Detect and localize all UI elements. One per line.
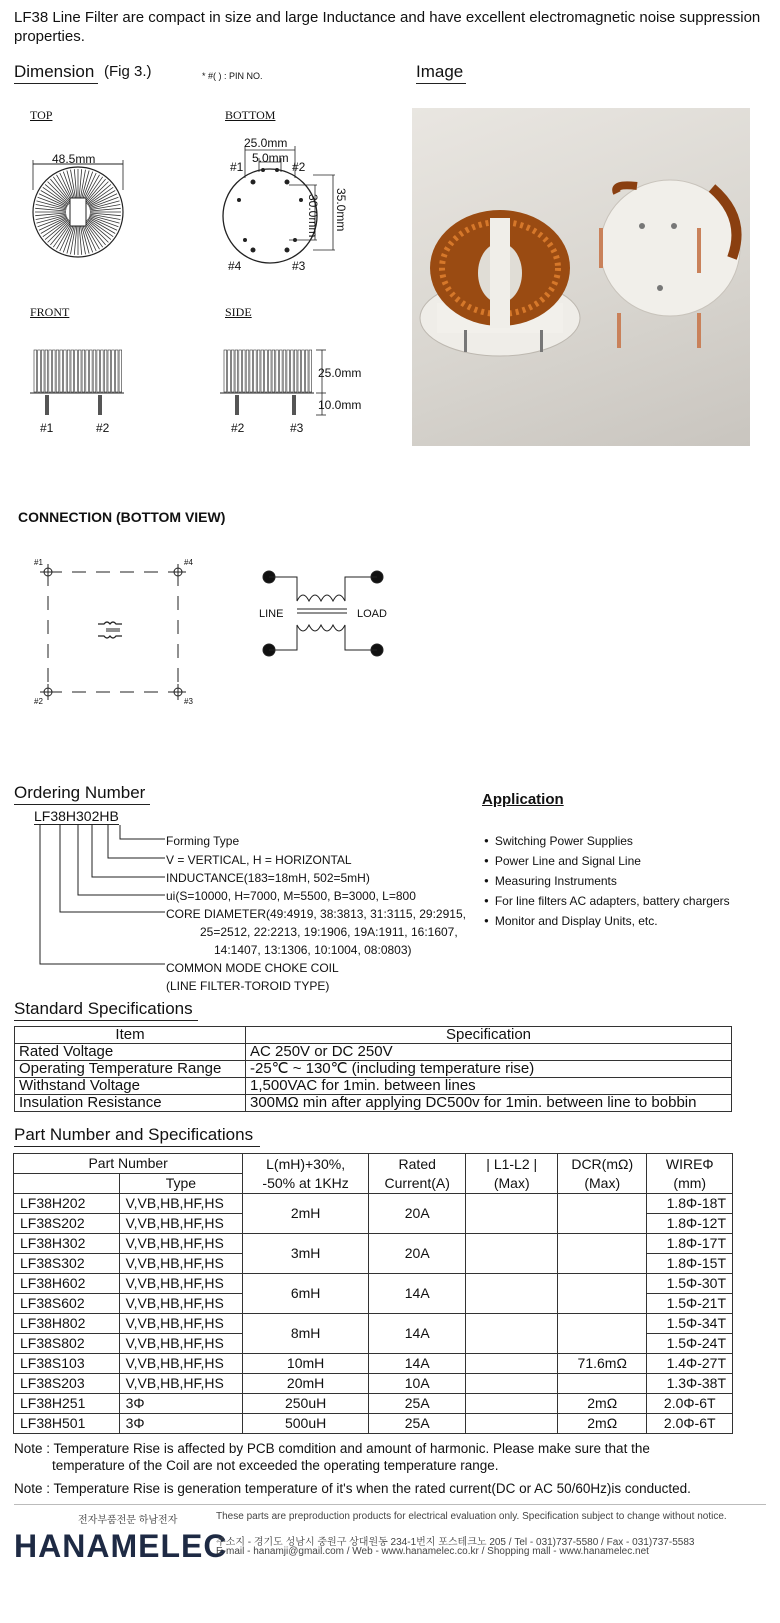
- part-number: LF38S302: [14, 1254, 120, 1274]
- note-2: Note : Temperature Rise is generation temperature of it's when the rated current(DC or AC 50/60Hz)is conducted.: [14, 1481, 691, 1496]
- ordering-leader-lines: [30, 825, 170, 970]
- part-number: LF38S202: [14, 1214, 120, 1234]
- head-wire: [647, 1154, 733, 1194]
- standard-spec-table: [14, 1026, 732, 1112]
- footer-address: 주소지 - 경기도 성남시 중원구 상대원동 234-1번지 포스테크노 205 / Tel - 031)737-5580 / Fax - 031)737-5583: [216, 1537, 695, 1548]
- top-label: TOP: [30, 108, 53, 122]
- front-pin-2: #2: [96, 421, 110, 435]
- dcr: [557, 1314, 646, 1354]
- ordering-legend: [166, 832, 466, 995]
- head-type: Type: [119, 1174, 243, 1194]
- head-dcr: [557, 1154, 646, 1194]
- side-view-drawing: [218, 345, 328, 420]
- fig-label: (Fig 3.): [104, 63, 152, 80]
- table-row: [14, 1414, 733, 1434]
- l1-l2: [466, 1314, 558, 1354]
- rated-current: 20A: [368, 1194, 466, 1234]
- inductance: 20mH: [243, 1374, 369, 1394]
- head-rated: [368, 1154, 466, 1194]
- footer-divider: [14, 1504, 766, 1505]
- part-type: V,VB,HB,HF,HS: [119, 1194, 243, 1214]
- part-type: V,VB,HB,HF,HS: [119, 1374, 243, 1394]
- wire: 2.0Φ-6T: [647, 1394, 733, 1414]
- table-row: [15, 1044, 732, 1061]
- rated-current: 25A: [368, 1414, 466, 1434]
- front-pin-1: #1: [40, 421, 54, 435]
- table-row: [14, 1194, 733, 1214]
- ordering-code: LF38H302HB: [34, 808, 119, 824]
- part-number: LF38S203: [14, 1374, 120, 1394]
- table-row: [14, 1374, 733, 1394]
- inductance: 250uH: [243, 1394, 369, 1414]
- conn-pin-3: #3: [184, 697, 193, 706]
- head-l1-l2: [466, 1154, 558, 1194]
- part-number: LF38S802: [14, 1334, 120, 1354]
- part-type: V,VB,HB,HF,HS: [119, 1354, 243, 1374]
- inductance: 6mH: [243, 1274, 369, 1314]
- wire: 1.4Φ-27T: [647, 1354, 733, 1374]
- part-number: LF38H602: [14, 1274, 120, 1294]
- line-label: LINE: [259, 608, 284, 620]
- spec-value: AC 250V or DC 250V: [246, 1044, 732, 1061]
- dim-5-0: 5.0mm: [252, 151, 289, 165]
- spec-item: Rated Voltage: [15, 1044, 246, 1061]
- head-inductance: [243, 1154, 369, 1194]
- rated-current: 14A: [368, 1274, 466, 1314]
- inductance: 8mH: [243, 1314, 369, 1354]
- brand-korean: 전자부품전문 하남전자: [78, 1515, 178, 1526]
- side-pin-2: #2: [231, 421, 245, 435]
- head-dcr-line1: DCR(mΩ): [571, 1155, 634, 1172]
- part-type: 3Φ: [119, 1394, 243, 1414]
- brand-logo: HANAMELEC: [14, 1528, 228, 1564]
- wire: 1.5Φ-21T: [647, 1294, 733, 1314]
- rated-current: 20A: [368, 1234, 466, 1274]
- part-type: V,VB,HB,HF,HS: [119, 1234, 243, 1254]
- rated-current: 25A: [368, 1394, 466, 1414]
- ordering-title: Ordering Number: [14, 783, 150, 805]
- dim-10-0: 10.0mm: [318, 398, 362, 412]
- table-row: [14, 1394, 733, 1414]
- wire: 1.5Φ-34T: [647, 1314, 733, 1334]
- inductance: 3mH: [243, 1234, 369, 1274]
- wire: 1.8Φ-15T: [647, 1254, 733, 1274]
- dimension-title: Dimension: [14, 62, 98, 84]
- head-wire-line1: WIREΦ: [665, 1155, 714, 1172]
- part-number: LF38H251: [14, 1394, 120, 1414]
- wire: 1.8Φ-18T: [647, 1194, 733, 1214]
- notes: [14, 1440, 774, 1497]
- spec-item: Withstand Voltage: [15, 1078, 246, 1095]
- top-view-drawing: [20, 130, 140, 270]
- dim-25-0: 25.0mm: [244, 136, 288, 150]
- pin-label-1: #1: [230, 160, 244, 174]
- side-pin-3: #3: [290, 421, 304, 435]
- application-item: ● Monitor and Display Units, etc.: [484, 911, 730, 931]
- dim-25-0-height: 25.0mm: [318, 366, 362, 380]
- rated-current: 14A: [368, 1314, 466, 1354]
- inductance: 500uH: [243, 1414, 369, 1434]
- head-part-number: Part Number: [14, 1154, 243, 1174]
- ordering-line: 14:1407, 13:1306, 10:1004, 08:0803): [214, 943, 412, 957]
- image-title: Image: [416, 62, 466, 84]
- table-row: [15, 1078, 732, 1095]
- toroid-photo-illustration: [412, 108, 750, 446]
- wire: 1.5Φ-24T: [647, 1334, 733, 1354]
- ordering-line: INDUCTANCE(183=18mH, 502=5mH): [166, 871, 370, 885]
- ordering-line: (LINE FILTER-TOROID TYPE): [166, 979, 330, 993]
- part-type: V,VB,HB,HF,HS: [119, 1274, 243, 1294]
- spec-value: 1,500VAC for 1min. between lines: [246, 1078, 732, 1095]
- head-pn-blank: [14, 1174, 120, 1194]
- part-number: LF38H302: [14, 1234, 120, 1254]
- head-rated-line1: Rated: [398, 1155, 436, 1172]
- head-wire-line2: (mm): [673, 1174, 707, 1191]
- spec-value: 300MΩ min after applying DC500v for 1min. between line to bobbin: [246, 1095, 732, 1112]
- table-row: [15, 1061, 732, 1078]
- wire: 1.5Φ-30T: [647, 1274, 733, 1294]
- table-header-row: [15, 1027, 732, 1044]
- product-photo: [412, 108, 750, 446]
- front-label: FRONT: [30, 305, 70, 319]
- head-inductance-line2: -50% at 1KHz: [262, 1174, 349, 1191]
- ordering-line: CORE DIAMETER(49:4919, 38:3813, 31:3115, 29:2915,: [166, 907, 466, 921]
- table-row: [15, 1095, 732, 1112]
- conn-pin-2: #2: [34, 697, 43, 706]
- spec-value: -25℃ ~ 130℃ (including temperature rise): [246, 1061, 732, 1078]
- head-spec: Specification: [246, 1027, 732, 1044]
- part-type: V,VB,HB,HF,HS: [119, 1214, 243, 1234]
- table-row: [14, 1354, 733, 1374]
- dcr: [557, 1274, 646, 1314]
- ordering-line: ui(S=10000, H=7000, M=5500, B=3000, L=800: [166, 889, 416, 903]
- l1-l2: [466, 1354, 558, 1374]
- part-number: LF38H802: [14, 1314, 120, 1334]
- part-number: LF38S103: [14, 1354, 120, 1374]
- wire: 1.8Φ-17T: [647, 1234, 733, 1254]
- l1-l2: [466, 1234, 558, 1274]
- intro-text: LF38 Line Filter are compact in size and large Inductance and have excellent electromagnetic noise suppression properties.: [14, 9, 761, 45]
- pin-label-4: #4: [228, 259, 242, 273]
- table-row: [14, 1274, 733, 1294]
- head-dcr-line2: (Max): [584, 1174, 621, 1191]
- dcr: 2mΩ: [557, 1414, 646, 1434]
- pin-label-2: #2: [292, 160, 306, 174]
- part-type: V,VB,HB,HF,HS: [119, 1254, 243, 1274]
- dcr: [557, 1234, 646, 1274]
- l1-l2: [466, 1374, 558, 1394]
- dcr: [557, 1374, 646, 1394]
- spec-item: Operating Temperature Range: [15, 1061, 246, 1078]
- l1-l2: [466, 1194, 558, 1234]
- parts-table: [13, 1153, 733, 1434]
- dim-35-0: 35.0mm: [334, 188, 348, 232]
- application-title: Application: [482, 791, 564, 808]
- footer-web: E-mail - hanamji@gmail.com / Web - www.hanamelec.co.kr / Shopping mall - www.hanamelec.net: [216, 1546, 649, 1557]
- application-item: ● Switching Power Supplies: [484, 831, 730, 851]
- dcr: 2mΩ: [557, 1394, 646, 1414]
- bottom-label: BOTTOM: [225, 108, 276, 122]
- ordering-line: V = VERTICAL, H = HORIZONTAL: [166, 853, 352, 867]
- inductance: 2mH: [243, 1194, 369, 1234]
- conn-pin-4: #4: [184, 558, 193, 567]
- part-type: 3Φ: [119, 1414, 243, 1434]
- rated-current: 14A: [368, 1354, 466, 1374]
- ordering-line: 25=2512, 22:2213, 19:1906, 19A:1911, 16:1607,: [200, 925, 458, 939]
- dcr: 71.6mΩ: [557, 1354, 646, 1374]
- part-number: LF38H202: [14, 1194, 120, 1214]
- ordering-line: COMMON MODE CHOKE COIL: [166, 961, 339, 975]
- side-label: SIDE: [225, 305, 252, 319]
- application-list: [484, 831, 730, 931]
- application-item: ● Measuring Instruments: [484, 871, 730, 891]
- l1-l2: [466, 1414, 558, 1434]
- l1-l2: [466, 1394, 558, 1414]
- wire: 1.3Φ-38T: [647, 1374, 733, 1394]
- head-l1-l2-line1: | L1-L2 |: [486, 1155, 538, 1172]
- footer-disclaimer: These parts are preproduction products for electrical evaluation only. Specification subject to change without notice.: [216, 1511, 727, 1522]
- ordering-line: Forming Type: [166, 834, 240, 848]
- standard-title: Standard Specifications: [14, 999, 198, 1021]
- wire: 1.8Φ-12T: [647, 1214, 733, 1234]
- rated-current: 10A: [368, 1374, 466, 1394]
- l1-l2: [466, 1274, 558, 1314]
- dim-30-0: 30.0mm: [306, 194, 320, 238]
- note-1b: temperature of the Coil are not exceeded the operating temperature range.: [52, 1458, 499, 1473]
- pin-note: * #( ) : PIN NO.: [202, 71, 263, 81]
- table-row: [14, 1234, 733, 1254]
- part-type: V,VB,HB,HF,HS: [119, 1314, 243, 1334]
- dim-48-5: 48.5mm: [52, 152, 96, 166]
- head-l1-l2-line2: (Max): [493, 1174, 530, 1191]
- head-inductance-line1: L(mH)+30%,: [266, 1155, 346, 1172]
- spec-item: Insulation Resistance: [15, 1095, 246, 1112]
- head-item: Item: [15, 1027, 246, 1044]
- dcr: [557, 1194, 646, 1234]
- parts-title: Part Number and Specifications: [14, 1125, 260, 1147]
- connection-title: CONNECTION (BOTTOM VIEW): [18, 509, 226, 525]
- load-label: LOAD: [357, 608, 387, 620]
- connection-bottom-view-drawing: [28, 556, 208, 711]
- note-1a: Note : Temperature Rise is affected by PCB comdition and amount of harmonic. Please make sure that the: [14, 1441, 650, 1456]
- wire: 2.0Φ-6T: [647, 1414, 733, 1434]
- part-number: LF38H501: [14, 1414, 120, 1434]
- front-view-drawing: [28, 345, 128, 420]
- part-number: LF38S602: [14, 1294, 120, 1314]
- application-item: ● Power Line and Signal Line: [484, 851, 730, 871]
- conn-pin-1: #1: [34, 558, 43, 567]
- application-item: ● For line filters AC adapters, battery chargers: [484, 891, 730, 911]
- pin-label-3: #3: [292, 259, 306, 273]
- table-row: [14, 1314, 733, 1334]
- inductance: 10mH: [243, 1354, 369, 1374]
- head-rated-line2: Current(A): [384, 1174, 450, 1191]
- table-header-row: [14, 1154, 733, 1174]
- part-type: V,VB,HB,HF,HS: [119, 1294, 243, 1314]
- part-type: V,VB,HB,HF,HS: [119, 1334, 243, 1354]
